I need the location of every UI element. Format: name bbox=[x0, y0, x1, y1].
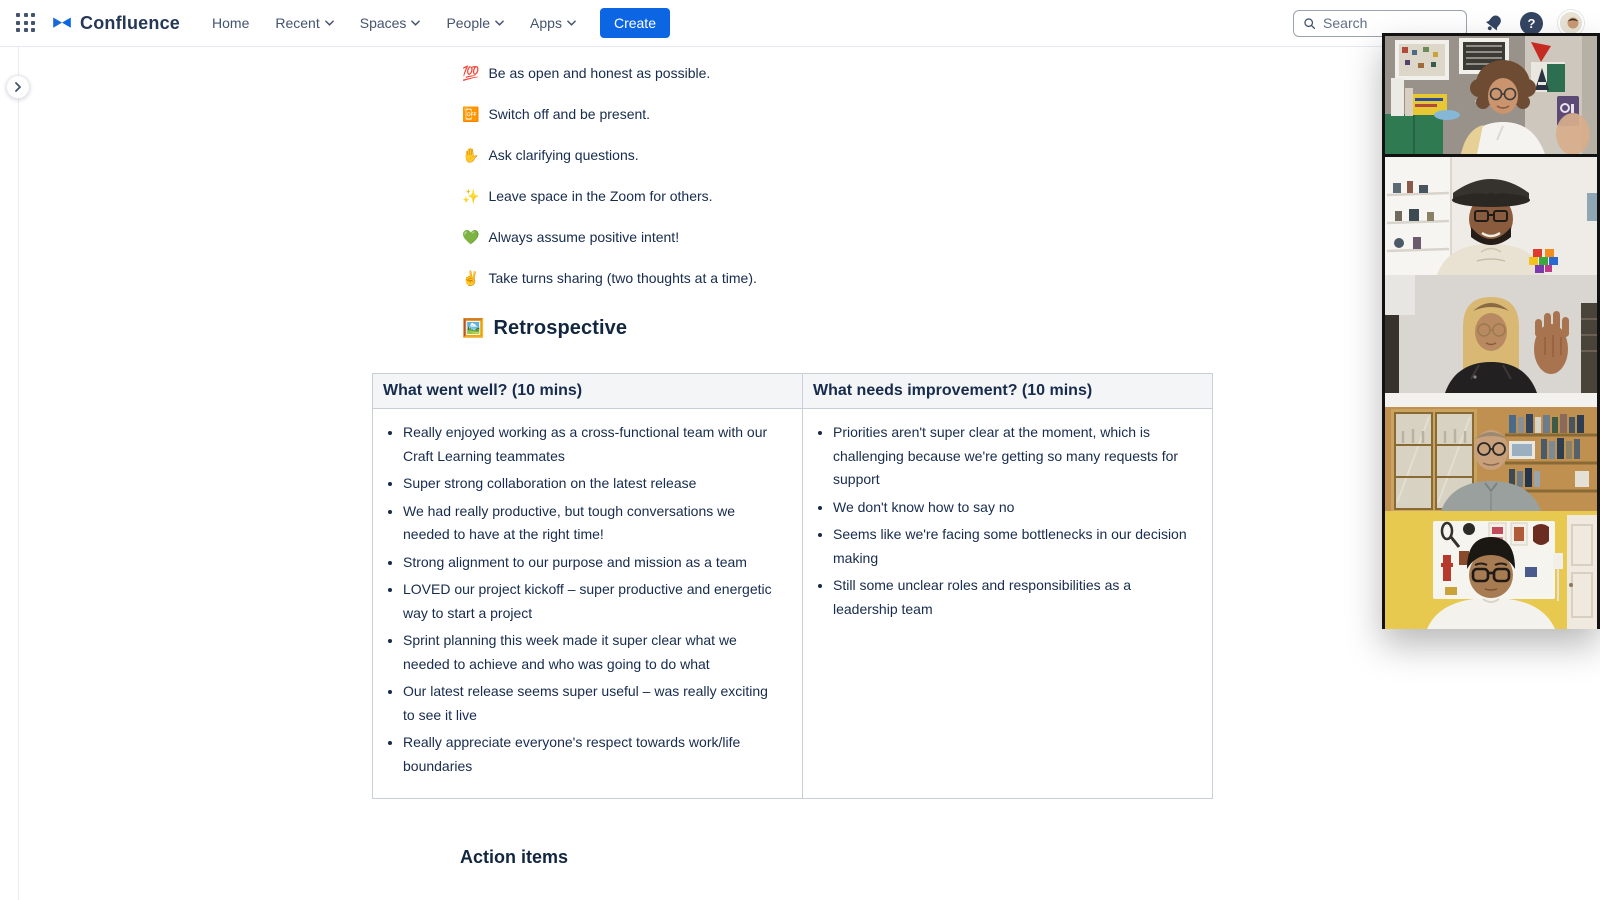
guideline-text: Take turns sharing (two thoughts at a time). bbox=[488, 270, 757, 286]
list-item: • Our latest release seems super useful – was really exciting to see it live bbox=[403, 680, 780, 727]
list-item: • LOVED our project kickoff – super productive and energetic way to start a project bbox=[403, 578, 780, 625]
nav-item-spaces[interactable] bbox=[350, 8, 431, 38]
chevron-right-icon bbox=[13, 82, 23, 92]
participant-video-2[interactable] bbox=[1385, 154, 1597, 272]
nav-item-label: Apps bbox=[530, 15, 562, 31]
victory-hand-icon: ✌️ bbox=[462, 271, 480, 287]
notifications-button[interactable] bbox=[1482, 12, 1505, 35]
brand-wordmark: Confluence bbox=[80, 12, 181, 33]
guideline-item bbox=[462, 145, 1212, 167]
hundred-points-icon: 💯 bbox=[462, 66, 480, 82]
guideline-item bbox=[462, 63, 1212, 85]
nav-item-recent[interactable] bbox=[265, 8, 343, 38]
guideline-item bbox=[462, 227, 1212, 249]
nav-left-group bbox=[16, 8, 670, 38]
chevron-down-icon bbox=[495, 20, 504, 26]
meeting-guidelines-list bbox=[372, 47, 1212, 290]
list-item: • We don't know how to say no bbox=[833, 496, 1190, 520]
participant-5-video-feed bbox=[1385, 511, 1597, 629]
page-content bbox=[372, 47, 1212, 868]
bell-icon bbox=[1482, 12, 1505, 35]
list-item: • We had really productive, but tough conversations we needed to have at the right time! bbox=[403, 500, 780, 547]
green-heart-icon: 💚 bbox=[462, 230, 480, 246]
participant-video-1[interactable] bbox=[1385, 36, 1597, 154]
guideline-item bbox=[462, 104, 1212, 126]
list-item: • Seems like we're facing some bottlenecks in our decision making bbox=[833, 523, 1190, 570]
nav-item-label: Spaces bbox=[359, 15, 407, 31]
list-item: • Strong alignment to our purpose and mission as a team bbox=[403, 551, 780, 575]
create-button[interactable]: Create bbox=[600, 8, 670, 38]
table-body-row bbox=[373, 409, 1213, 799]
guideline-text: Leave space in the Zoom for others. bbox=[488, 188, 713, 204]
retrospective-table bbox=[372, 373, 1213, 799]
participant-video-3[interactable] bbox=[1385, 272, 1597, 390]
column-header-needs-improvement: What needs improvement? (10 mins) bbox=[803, 374, 1213, 409]
participant-3-video-feed bbox=[1385, 275, 1597, 393]
guideline-text: Always assume positive intent! bbox=[488, 229, 680, 245]
sidebar-divider bbox=[18, 47, 19, 900]
confluence-logo[interactable] bbox=[50, 11, 180, 35]
participant-video-5[interactable] bbox=[1385, 508, 1597, 626]
search-input[interactable] bbox=[1323, 15, 1457, 31]
top-navigation bbox=[0, 0, 1600, 47]
sparkles-icon: ✨ bbox=[462, 189, 480, 205]
nav-item-label: People bbox=[446, 15, 491, 31]
chevron-down-icon bbox=[567, 20, 576, 26]
framed-picture-icon: 🖼️ bbox=[462, 318, 485, 339]
participant-1-video-feed bbox=[1385, 36, 1597, 154]
chevron-down-icon bbox=[411, 20, 420, 26]
participant-4-video-feed bbox=[1385, 393, 1597, 511]
went-well-cell bbox=[373, 409, 803, 799]
guideline-item bbox=[462, 268, 1212, 290]
confluence-logo-icon bbox=[50, 11, 74, 35]
expand-sidebar-button[interactable] bbox=[6, 75, 30, 99]
retrospective-title: Retrospective bbox=[493, 317, 628, 339]
column-header-went-well: What went well? (10 mins) bbox=[373, 374, 803, 409]
nav-item-label: Home bbox=[212, 15, 250, 31]
nav-item-people[interactable] bbox=[436, 8, 514, 38]
list-item: • Really enjoyed working as a cross-functional team with our Craft Learning teammates bbox=[403, 421, 780, 468]
list-item: • Really appreciate everyone's respect towards work/life boundaries bbox=[403, 731, 780, 778]
chevron-down-icon bbox=[325, 20, 334, 26]
retrospective-heading bbox=[462, 317, 1212, 340]
guideline-item bbox=[462, 186, 1212, 208]
phone-off-icon: 📴 bbox=[462, 107, 480, 123]
app-switcher-icon[interactable] bbox=[16, 13, 36, 33]
went-well-list bbox=[379, 421, 780, 778]
participant-video-4[interactable] bbox=[1385, 390, 1597, 508]
guideline-text: Be as open and honest as possible. bbox=[488, 65, 711, 81]
participant-2-video-feed bbox=[1385, 157, 1597, 275]
primary-menu bbox=[202, 8, 586, 38]
video-call-strip bbox=[1382, 33, 1600, 629]
list-item: • Super strong collaboration on the latest release bbox=[403, 472, 780, 496]
list-item: • Still some unclear roles and responsibilities as a leadership team bbox=[833, 574, 1190, 621]
list-item: • Priorities aren't super clear at the moment, which is challenging because we're getting so many requests for support bbox=[833, 421, 1190, 492]
raised-hand-icon: ✋ bbox=[462, 148, 480, 164]
list-item: • Sprint planning this week made it super clear what we needed to achieve and who was going to do what bbox=[403, 629, 780, 676]
help-button[interactable] bbox=[1520, 12, 1543, 35]
search-icon bbox=[1303, 16, 1316, 31]
needs-improvement-list bbox=[809, 421, 1190, 621]
table-header-row bbox=[373, 374, 1213, 409]
question-mark-icon: ? bbox=[1520, 12, 1543, 35]
needs-improvement-cell bbox=[803, 409, 1213, 799]
nav-item-home[interactable] bbox=[202, 8, 259, 38]
action-items-heading: Action items bbox=[460, 847, 569, 867]
guideline-text: Switch off and be present. bbox=[488, 106, 651, 122]
nav-item-apps[interactable] bbox=[520, 8, 586, 38]
guideline-text: Ask clarifying questions. bbox=[488, 147, 639, 163]
nav-item-label: Recent bbox=[275, 15, 320, 31]
